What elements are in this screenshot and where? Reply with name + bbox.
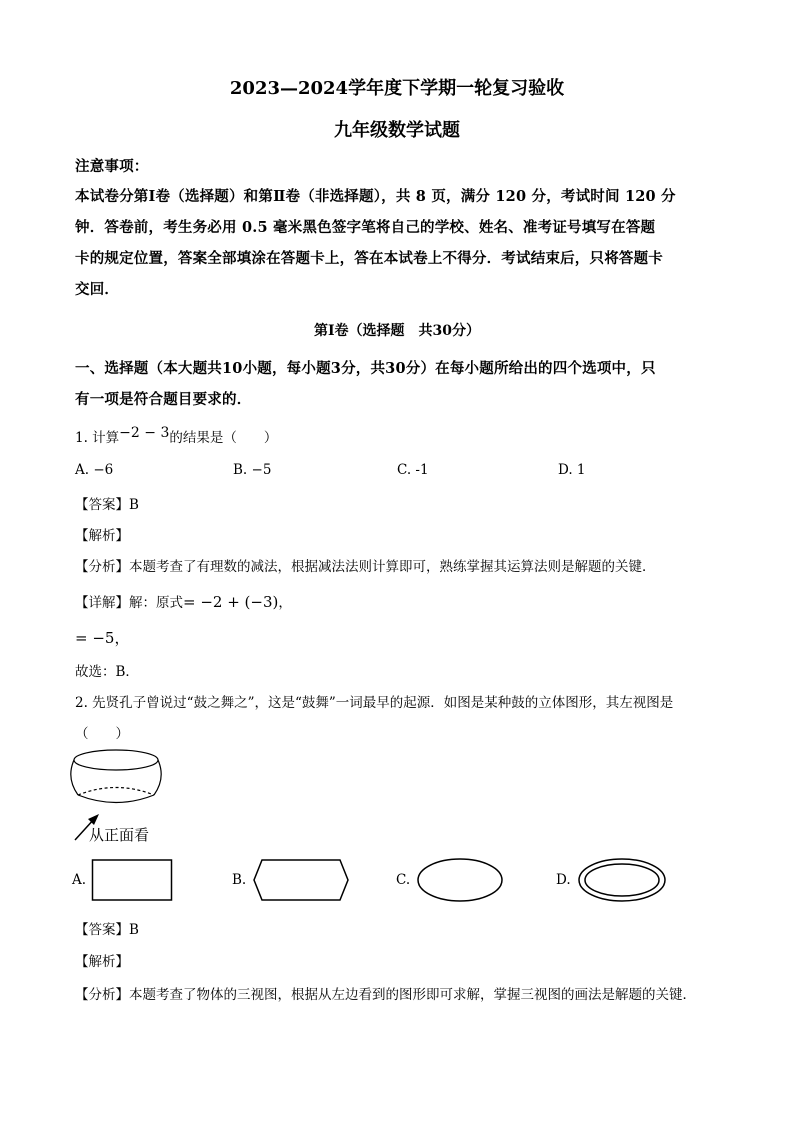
q1-stem-suffix: 的结果是（ ） xyxy=(169,430,278,446)
q1-step-2: = −5， xyxy=(75,629,130,647)
notice-heading: 注意事项： xyxy=(75,158,149,175)
q1-detail xyxy=(75,591,292,611)
notice-line-3: 卡的规定位置，答案全部填涂在答题卡上，答在本试卷上不得分．考试结束后，只将答题卡 xyxy=(75,250,663,267)
q1-option-d: D. 1 xyxy=(558,462,586,478)
q1-stem-prefix: 1. 计算 xyxy=(75,430,120,446)
notice-line-2: 钟．答卷前，考生务必用 0.5 毫米黑色签字笔将自己的学校、姓名、准考证号填写在答题 xyxy=(75,219,656,236)
notice-line-1: 本试卷分第Ⅰ卷（选择题）和第Ⅱ卷（非选择题），共 8 页，满分 120 分，考试时间 120 分 xyxy=(75,188,676,205)
q2-analysis-tag: 【解析】 xyxy=(75,954,129,970)
q1-fenxi: 【分析】本题考查了有理数的减法，根据减法法则计算即可，熟练掌握其运算法则是解题的关键． xyxy=(75,559,656,575)
section-heading: 第Ⅰ卷（选择题 共30分） xyxy=(313,323,481,339)
q2-stem-line-1: 2. 先贤孔子曾说过“鼓之舞之”，这是“鼓舞”一词最早的起源．如图是某种鼓的立体图形，其左视图是 xyxy=(75,695,674,711)
q2-fenxi: 【分析】本题考查了物体的三视图，根据从左边看到的图形即可求解，掌握三视图的画法是解题的关键． xyxy=(75,987,696,1003)
q2-stem-line-2: （ ） xyxy=(75,726,129,742)
q2-answer: 【答案】B xyxy=(75,922,139,938)
notice-line-4: 交回． xyxy=(75,281,120,298)
q1-option-b: B. −5 xyxy=(233,462,272,478)
q1-expression: −2 − 3 xyxy=(119,425,170,441)
q2-option-d-label: D. xyxy=(556,872,571,888)
exam-title: 2023—2024学年度下学期一轮复习验收 xyxy=(229,78,565,99)
section-instruction-line-1: 一、选择题（本大题共10小题，每小题3分，共30分）在每小题所给出的四个选项中，只 xyxy=(75,360,656,377)
exam-subtitle: 九年级数学试题 xyxy=(334,120,460,141)
ellipse-icon xyxy=(415,856,505,904)
front-view-caption: 从正面看 xyxy=(89,826,150,844)
section-instruction-line-2: 有一项是符合题目要求的． xyxy=(75,391,252,408)
rectangle-icon xyxy=(91,858,173,902)
q1-answer: 【答案】B xyxy=(75,497,139,513)
q1-option-c: C. -1 xyxy=(397,462,429,478)
q1-conclusion: 故选：B． xyxy=(75,664,139,680)
q2-option-a-label: A. xyxy=(72,872,87,888)
q1-detail-comma: ， xyxy=(278,595,292,611)
q1-detail-expression: = −2 + (−3) xyxy=(183,593,279,611)
q2-option-b-label: B. xyxy=(232,872,247,888)
q1-detail-prefix: 【详解】解：原式 xyxy=(75,595,183,611)
hexagon-barrel-icon xyxy=(252,858,350,902)
q1-option-a: A. −6 xyxy=(75,462,114,478)
q2-option-c-label: C. xyxy=(396,872,411,888)
double-ellipse-icon xyxy=(576,856,668,904)
q1-stem xyxy=(75,426,277,446)
q1-analysis-tag: 【解析】 xyxy=(75,528,129,544)
drum-shape xyxy=(71,750,161,803)
